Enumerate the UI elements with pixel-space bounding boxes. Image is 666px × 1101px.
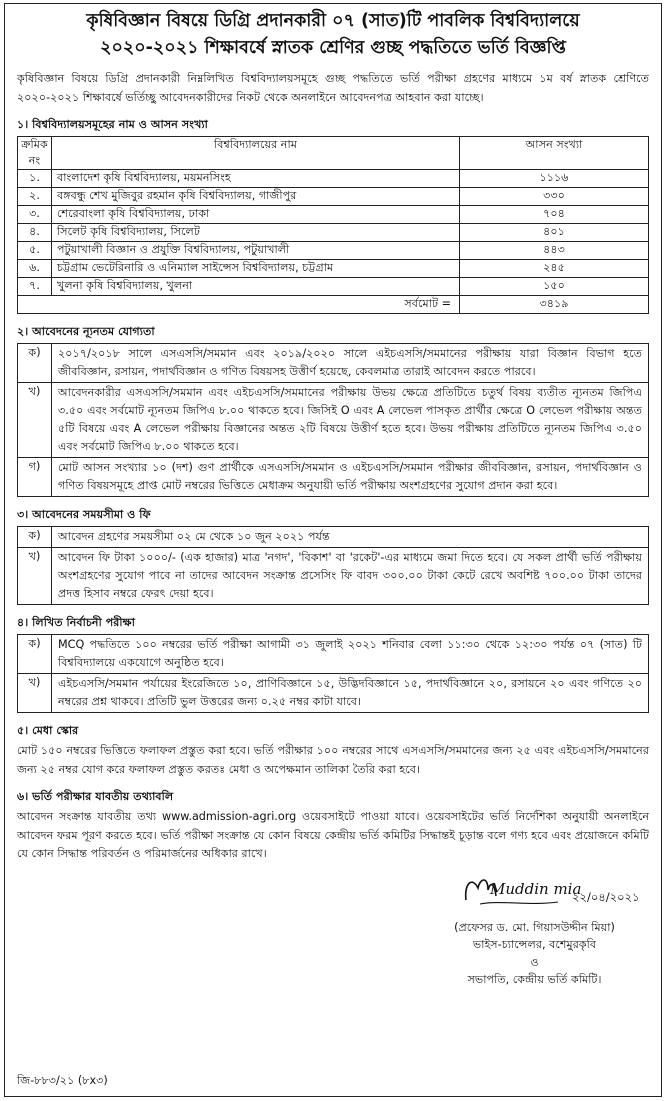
- table-row: [18, 170, 649, 188]
- row-serial: ৫.: [18, 242, 52, 260]
- signatory-name: (প্রফেসর ড. মো. গিয়াসউদ্দীন মিয়া): [454, 920, 615, 934]
- section-2-heading: ২। আবেদনের ন্যূনতম যোগ্যতা: [17, 325, 155, 338]
- row-serial: ৭.: [18, 278, 52, 296]
- notice-title: [17, 8, 649, 62]
- signatory-block: [417, 919, 652, 989]
- row-seats: ১৫০: [460, 278, 649, 296]
- eligibility-table: [17, 343, 649, 497]
- row-university: বাংলাদেশ কৃষি বিশ্ববিদ্যালয়, ময়মনসিংহ: [52, 170, 460, 188]
- information-text: আবেদন সংক্রান্ত যাবতীয় তথ্য www.admission-agri.org ওয়েবসাইটে পাওয়া যাবে। ওয়েবসাইটের ভর্তি নির্দেশিকা অনুযায়ী অনলাইনে আবেদন ফরম পূরণ করতে হবে। ভর্তি পরীক্ষা সংক্রান্ত যে কোন বিষয়ে কেন্দ্রীয় ভর্তি কমিটির সিদ্ধান্তই চূড়ান্ত বলে গণ্য হবে এবং প্রয়োজনে কমিটি যে কোন সিদ্ধান্ত পরিবর্তন ও পরিমার্জনের অধিকার রাখে।: [17, 810, 649, 860]
- signature-date: ২২/০৪/২০২১: [572, 889, 640, 904]
- row-seats: ১১১৬: [460, 170, 649, 188]
- signature-area: [17, 864, 649, 994]
- deadline-row: [18, 527, 649, 548]
- signature-script: Muddin mia: [490, 879, 582, 898]
- row-university: খুলনা কৃষি বিশ্ববিদ্যালয়, খুলনা: [52, 278, 460, 296]
- total-blank-cell: [18, 296, 52, 314]
- table-row: [18, 278, 649, 296]
- intro-paragraph: কৃষিবিজ্ঞান বিষয়ে ডিগ্রি প্রদানকারী নিম্নলিখিত বিশ্ববিদ্যালয়সমূহে গুচ্ছ পদ্ধতিতে ভর্তি পরীক্ষা গ্রহণের মাধ্যমে ১ম বর্ষ স্নাতক শ্রেণিতে ২০২০-২০২১ শিক্ষাবর্ষে ভর্তিচ্ছু আবেদনকারীদের নিকট থেকে অনলাইনে আবেদনপত্র আহবান করা যাচ্ছে।: [17, 72, 649, 104]
- fee-row: [18, 548, 649, 605]
- row-serial: ১.: [18, 170, 52, 188]
- table-total-row: [18, 296, 649, 314]
- table-row: [18, 206, 649, 224]
- merit-score-text: মোট ১৫০ নম্বরের ভিত্তিতে ফলাফল প্রস্তুত করা হবে। ভর্তি পরীক্ষার ১০০ নম্বরের সাথে এসএসসি/সমমানের জন্য ২৫ এবং এইচএসসি/সমমানের জন্য ২৫ নম্বর যোগ করে ফলাফল প্রস্তুত করতঃ মেধা ও অপেক্ষমান তালিকা তৈরি করা হবে।: [17, 744, 649, 776]
- eligibility-row: [18, 344, 649, 383]
- table-row: [18, 188, 649, 206]
- header-seats: আসন সংখ্যা: [460, 137, 649, 170]
- title-line-1: কৃষিবিজ্ঞান বিষয়ে ডিগ্রি প্রদানকারী ০৭ (সাত)টি পাবলিক বিশ্ববিদ্যালয়ে: [86, 11, 580, 31]
- section-6-heading: ৬। ভর্তি পরীক্ষার যাবতীয় তথ্যাবলি: [17, 790, 174, 803]
- row-seats: ২৪৫: [460, 260, 649, 278]
- exam-row: [18, 674, 649, 713]
- row-serial: ৬.: [18, 260, 52, 278]
- section-1-heading: ১। বিশ্ববিদ্যালয়সমূহের নাম ও আসন সংখ্যা: [17, 118, 208, 131]
- signatory-designation-1: ভাইস-চ্যান্সেলর, বশেমুরকৃবি: [472, 938, 597, 951]
- total-seats: ৩৪১৯: [460, 296, 649, 314]
- clause-text: আবেদন গ্রহণের সময়সীমা ০২ মে থেকে ১০ জুন ২০২১ পর্যন্ত: [52, 527, 649, 548]
- signatory-designation-2: সভাপতি, কেন্দ্রীয় ভর্তি কমিটি।: [467, 973, 602, 986]
- row-serial: ৪.: [18, 224, 52, 242]
- clause-text: ২০১৭/২০১৮ সালে এসএসসি/সমমান এবং ২০১৯/২০২০ সালে এইচএসসি/সমমানের পরীক্ষায় যারা বিজ্ঞান বিভাগ হতে জীববিজ্ঞান, রসায়ন, পদার্থবিজ্ঞান ও গণিত বিষয়সহ উত্তীর্ণ হয়েছে, কেবলমাত্র তারাই আবেদন করতে পারবে।: [52, 344, 649, 383]
- row-seats: ৩৩০: [460, 188, 649, 206]
- row-seats: ৭০৪: [460, 206, 649, 224]
- publication-reference: জি-৮৮৩/২১ (৮x৩): [17, 1074, 108, 1087]
- clause-key: খ): [18, 674, 52, 713]
- university-seat-table: [17, 136, 649, 314]
- table-row: [18, 260, 649, 278]
- clause-key: ক): [18, 527, 52, 548]
- row-university: শেরেবাংলা কৃষি বিশ্ববিদ্যালয়, ঢাকা: [52, 206, 460, 224]
- table-row: [18, 224, 649, 242]
- clause-key: খ): [18, 383, 52, 458]
- row-university: পটুয়াখালী বিজ্ঞান ও প্রযুক্তি বিশ্ববিদ্যালয়, পটুয়াখালী: [52, 242, 460, 260]
- header-university: বিশ্ববিদ্যালয়ের নাম: [52, 137, 460, 170]
- total-label: সর্বমোট =: [52, 296, 460, 314]
- clause-key: ক): [18, 344, 52, 383]
- row-university: চট্টগ্রাম ভেটেরিনারি ও এনিম্যাল সাইন্সেস বিশ্ববিদ্যালয়, চট্টগ্রাম: [52, 260, 460, 278]
- row-university: সিলেট কৃষি বিশ্ববিদ্যালয়, সিলেট: [52, 224, 460, 242]
- row-serial: ৩.: [18, 206, 52, 224]
- clause-text: এইচএসসি/সমমান পর্যায়ের ইংরেজিতে ১০, প্রাণিবিজ্ঞানে ১৫, উদ্ভিদবিজ্ঞানে ১৫, পদার্থবিজ্ঞানে ২০, রসায়নে ২০ এবং গণিতে ২০ নম্বরের প্রশ্ন থাকবে। প্রতিটি ভুল উত্তরের জন্য ০.২৫ নম্বর কাটা যাবে।: [52, 674, 649, 713]
- row-seats: ৪৪৩: [460, 242, 649, 260]
- eligibility-row: [18, 383, 649, 458]
- admission-notice: [4, 3, 662, 1097]
- clause-text: আবেদন ফি টাকা ১০০০/- (এক হাজার) মাত্র 'নগদ', 'বিকাশ' বা 'রকেট'-এর মাধ্যমে জমা দিতে হবে। যে সকল প্রার্থী ভর্তি পরীক্ষায় অংশগ্রহণের সুযোগ পাবে না তাদের আবেদন সংক্রান্ত প্রসেসিং ফি বাবদ ৩০০.০০ টাকা কেটে রেখে অবশিষ্ট ৭০০.০০ টাকা তাদের প্রদত্ত হিসাব নম্বরে ফেরৎ দেয়া হবে।: [52, 548, 649, 605]
- section-3-heading: ৩। আবেদনের সময়সীমা ও ফি: [17, 508, 151, 521]
- table-header-row: [18, 137, 649, 170]
- clause-text: MCQ পদ্ধতিতে ১০০ নম্বরের ভর্তি পরীক্ষা আগামী ৩১ জুলাই ২০২১ শনিবার বেলা ১১:৩০ থেকে ১২:৩০ পর্যন্ত ০৭ (সাত) টি বিশ্ববিদ্যালয়ে একযোগে অনুষ্ঠিত হবে।: [52, 635, 649, 674]
- section-4-heading: ৪। লিখিত নির্বাচনী পরীক্ষা: [17, 616, 135, 629]
- signatory-connector: ও: [530, 955, 539, 969]
- header-serial: ক্রমিক নং: [18, 137, 52, 170]
- row-university: বঙ্গবন্ধু শেখ মুজিবুর রহমান কৃষি বিশ্ববিদ্যালয়, গাজীপুর: [52, 188, 460, 206]
- eligibility-row: [18, 458, 649, 497]
- row-seats: ৪০১: [460, 224, 649, 242]
- clause-key: গ): [18, 458, 52, 497]
- handwritten-signature: [460, 870, 582, 916]
- table-row: [18, 242, 649, 260]
- exam-table: [17, 634, 649, 713]
- title-line-2: ২০২০-২০২১ শিক্ষাবর্ষে স্নাতক শ্রেণির গুচ্ছ পদ্ধতিতে ভর্তি বিজ্ঞপ্তি: [100, 38, 566, 58]
- clause-key: ক): [18, 635, 52, 674]
- row-serial: ২.: [18, 188, 52, 206]
- clause-text: আবেদনকারীর এসএসসি/সমমান এবং এইচএসসি/সমমানের পরীক্ষায় উভয় ক্ষেত্রে প্রতিটিতে চতুর্থ বিষয় ব্যতীত ন্যূনতম জিপিএ ৩.৫০ এবং সর্বমোট ন্যূনতম জিপিএ ৮.০০ থাকতে হবে। জিসিই O এবং A লেভেল পাসকৃত প্রার্থীর ক্ষেত্রে O লেভেল পরীক্ষায় অন্তত ৫টি বিষয়ে এবং A লেভেল পরীক্ষায় বিজ্ঞানের অন্তত ২টি বিষয়ে উত্তীর্ণ হতে হবে। উভয় পরীক্ষায় প্রতিটিতে ন্যূনতম জিপিএ ৩.৫০ এবং সর্বমোট জিপিএ ৮.০০ থাকতে হবে।: [52, 383, 649, 458]
- clause-text: মোট আসন সংখ্যার ১০ (দশ) গুণ প্রার্থীকে এসএসসি/সমমান ও এইচএসসি/সমমান পরীক্ষার জীববিজ্ঞান, রসায়ন, পদার্থবিজ্ঞান ও গণিত বিষয়সমূহে প্রাপ্ত মোট নম্বরের ভিত্তিতে মেধাক্রম অনুযায়ী ভর্তি পরীক্ষায় অংশগ্রহণের সুযোগ প্রদান করা হবে।: [52, 458, 649, 497]
- clause-key: খ): [18, 548, 52, 605]
- exam-row: [18, 635, 649, 674]
- section-5-heading: ৫। মেধা স্কোর: [17, 724, 79, 737]
- deadline-fee-table: [17, 526, 649, 605]
